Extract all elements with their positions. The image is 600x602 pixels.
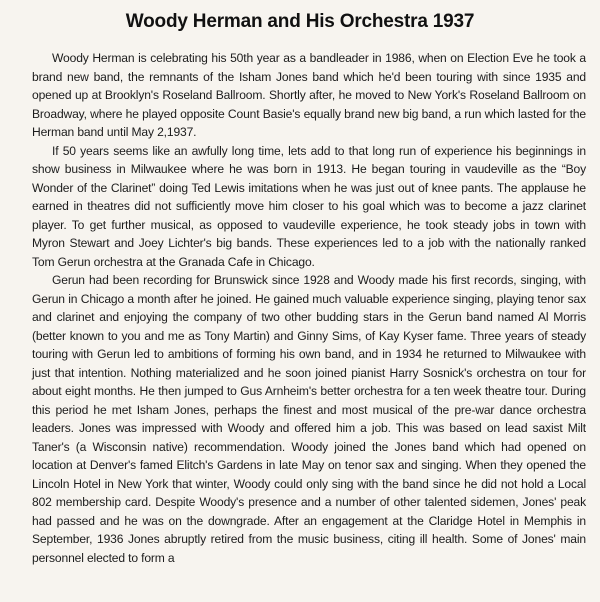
paragraph-2: If 50 years seems like an awfully long time, lets add to that long run of experience his beginnings in show business in Milwaukee where he was born in 1913. He began touring in vaudeville as the “Boy Wonder of the Clarinet” doing Ted Lewis imitations when he was just out of knee pants. The applause he earned in theatres did not sufficiently move him closer to his goal which was to become a jazz clarinet player. To get further musical, as opposed to vaudeville experience, he took steady jobs in town with Myron Stewart and Joey Lichter's big bands. These experiences led to a job with the nationally ranked Tom Gerun orchestra at the Granada Cafe in Chicago. [32,143,586,269]
paragraph-3: Gerun had been recording for Brunswick since 1928 and Woody made his first records, singing, with Gerun in Chicago a month after he joined. He gained much valuable experience singing, playing tenor sax and clarinet and enjoying the company of two other budding stars in the Gerun band named Al Morris (better known to you and me as Tony Martin) and Ginny Sims, of Kay Kyser fame. Three years of steady touring with Gerun led to ambitions of forming his own band, and in 1934 he returned to Milwaukee with just that intention. Nothing materialized and he soon joined pianist Harry Sosnick's orchestra on tour for about eight months. He then jumped to Gus Arnheim's better orchestra for a ten week theatre tour. During this period he met Isham Jones, perhaps the finest and most musical of the pre-war dance orchestra leaders. Jones was impressed with Woody and offered him a job. This was based on lead saxist Milt Taner's (a Wisconsin native) recommendation. Woody joined the Jones band which had opened on location at Denver's famed Elitch's Gardens in late May on tenor sax and singing. When they opened the Lincoln Hotel in New York that winter, Woody could only sing with the band since he did not hold a Local 802 membership card. Despite Woody's presence and a number of other talented sidemen, Jones' peak had passed and he was on the downgrade. After an engagement at the Claridge Hotel in Memphis in September, 1936 Jones abruptly retired from the music business, citing ill health. Some of Jones' main personnel elected to form a [32,273,586,565]
article-body [32,49,586,567]
page-title: Woody Herman and His Orchestra 1937 [125,11,475,32]
paragraph-1: Woody Herman is celebrating his 50th year as a bandleader in 1986, when on Election Eve he took a brand new band, the remnants of the Isham Jones band which he'd been touring with since 1935 and opened up at Brooklyn's Roseland Ballroom. Shortly after, he moved to New York's Roseland Ballroom on Broadway, where he played opposite Count Basie's equally brand new big band, a run which lasted for the Herman band until May 2,1937. [32,51,586,139]
